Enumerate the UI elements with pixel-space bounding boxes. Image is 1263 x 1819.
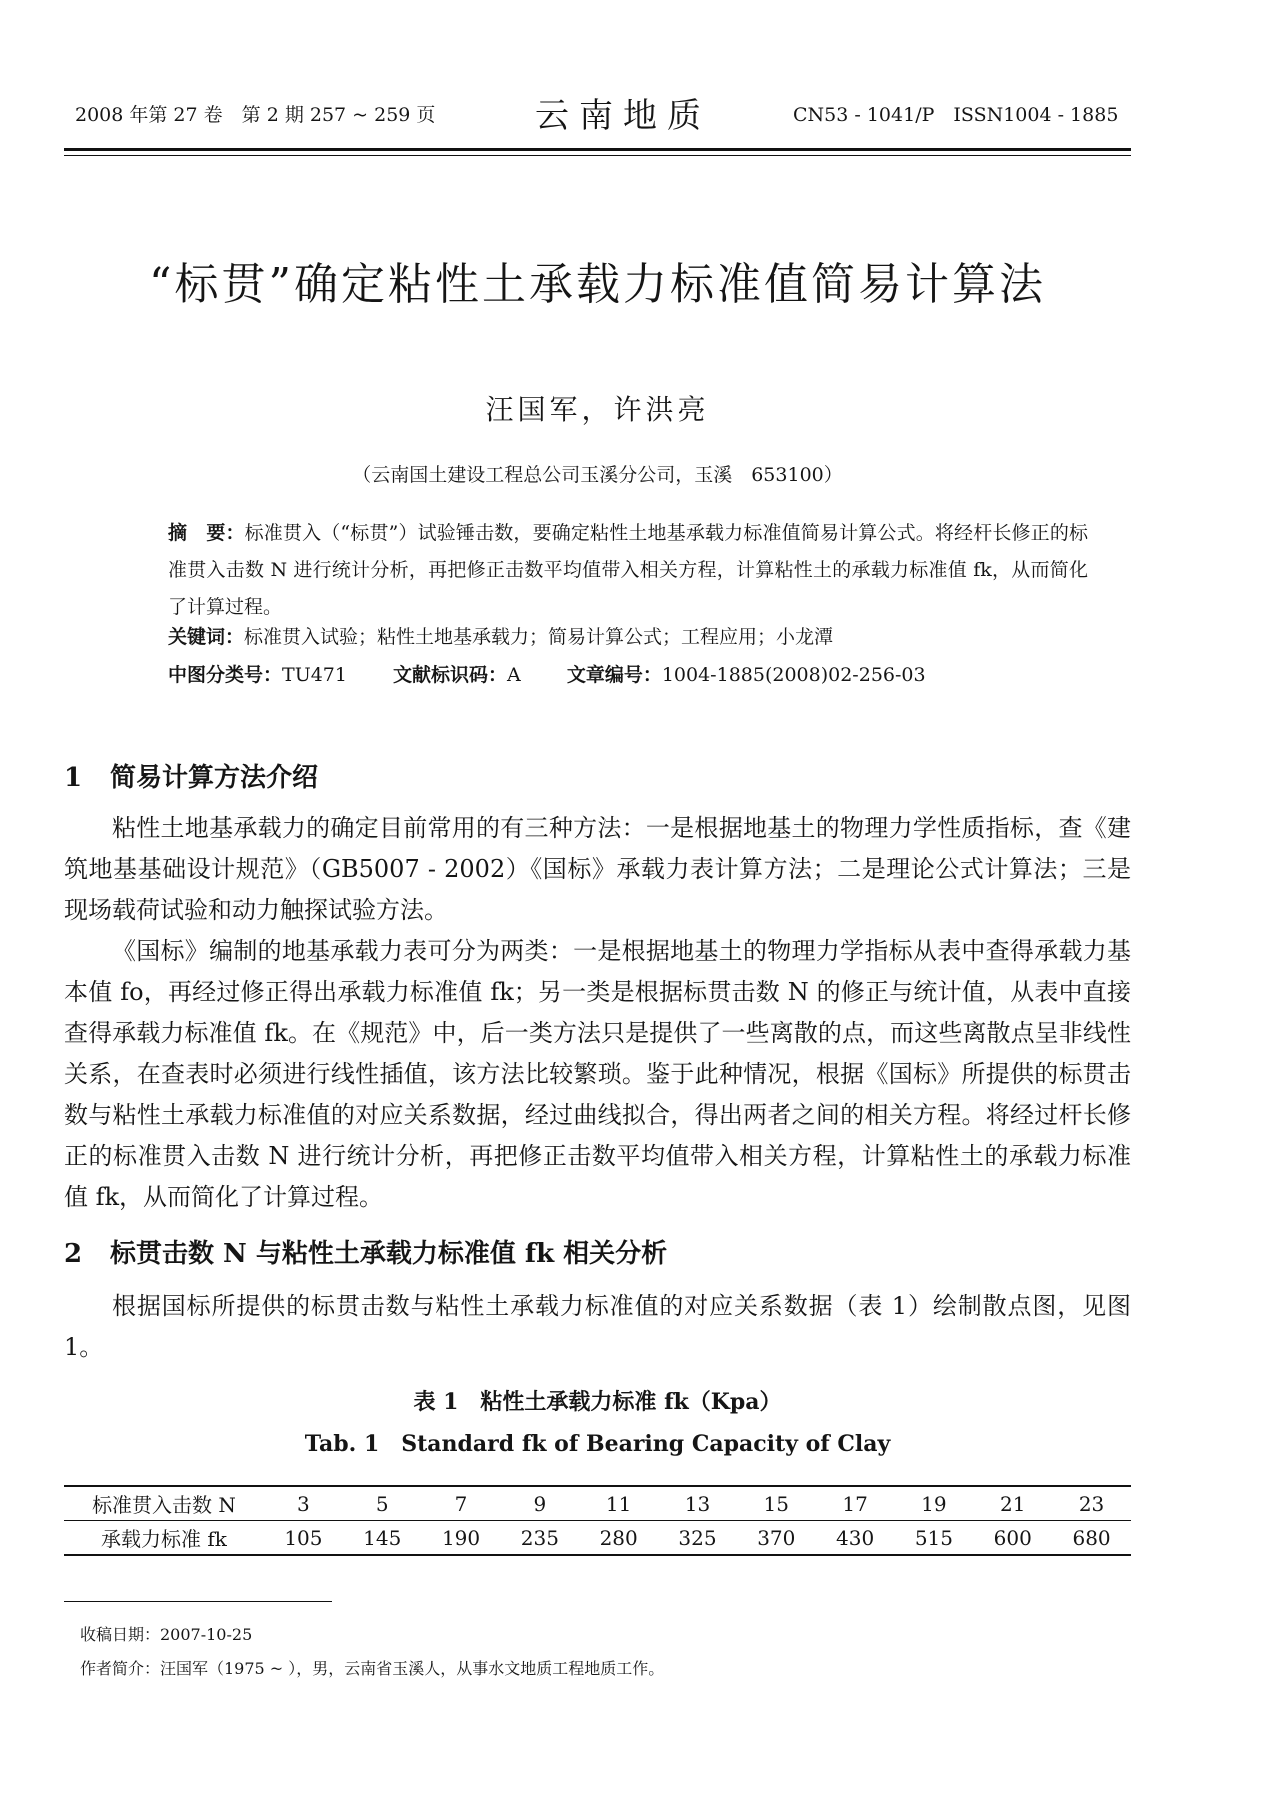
clc-value: TU471 <box>282 664 347 686</box>
article-label: 文章编号： <box>566 664 662 686</box>
table-row-blow-count <box>64 1486 1131 1521</box>
table-caption-en: Tab. 1 Standard fk of Bearing Capacity of Clay <box>304 1431 891 1457</box>
article-value: 1004-1885(2008)02-256-03 <box>661 664 926 686</box>
footnote-received-date: 收稿日期：2007-10-25 <box>80 1625 253 1644</box>
doc-value: A <box>507 664 521 686</box>
section-2-title: 标贯击数 N 与粘性土承载力标准值 fk 相关分析 <box>110 1239 668 1269</box>
running-header-issue: 2008 年第 27 卷 第 2 期 257 ~ 259 页 <box>75 104 436 126</box>
paragraph: 根据国标所提供的标贯击数与粘性土承载力标准值的对应关系数据（表 1）绘制散点图，见图 1。 <box>64 1292 1131 1361</box>
table-cell: 430 <box>816 1521 895 1556</box>
table-cell: 5 <box>343 1486 422 1521</box>
table-cell: 3 <box>264 1486 343 1521</box>
keywords-text: 标准贯入试验；粘性土地基承载力；简易计算公式；工程应用；小龙潭 <box>244 626 834 648</box>
data-table <box>64 1485 1131 1556</box>
table-cell: 235 <box>500 1521 579 1556</box>
abstract-label: 摘 要： <box>168 522 245 544</box>
table-cell: 11 <box>579 1486 658 1521</box>
table-cell: 145 <box>343 1521 422 1556</box>
paper-authors: 汪国军，许洪亮 <box>485 393 710 426</box>
table-cell: 13 <box>658 1486 737 1521</box>
section-1-heading <box>64 757 318 794</box>
header-rule-thin <box>64 155 1131 156</box>
section-1-title: 简易计算方法介绍 <box>110 763 319 793</box>
table-cell: 21 <box>973 1486 1052 1521</box>
running-header-journal: 云南地质 <box>535 96 711 136</box>
table-cell: 280 <box>579 1521 658 1556</box>
section-2-number: 2 <box>64 1239 83 1269</box>
section-1-number: 1 <box>64 763 83 793</box>
abstract <box>168 515 1088 626</box>
document-code <box>393 664 521 686</box>
table-cell: 190 <box>422 1521 501 1556</box>
keywords-label: 关键词： <box>168 626 245 648</box>
table-cell: 19 <box>895 1486 974 1521</box>
table-cell: 515 <box>895 1521 974 1556</box>
table-cell: 370 <box>737 1521 816 1556</box>
row-header: 承载力标准 fk <box>64 1521 264 1556</box>
doc-label: 文献标识码： <box>393 664 508 686</box>
paper-title: “标贯”确定粘性土承载力标准值简易计算法 <box>149 259 1046 310</box>
header-rule-thick <box>64 148 1131 151</box>
table-cell: 7 <box>422 1486 501 1521</box>
table-cell: 15 <box>737 1486 816 1521</box>
classification-line <box>168 660 966 687</box>
table-cell: 9 <box>500 1486 579 1521</box>
table-cell: 600 <box>973 1521 1052 1556</box>
paragraph: 《国标》编制的地基承载力表可分为两类：一是根据地基土的物理力学指标从表中查得承载力基本值 fo，再经过修正得出承载力标准值 fk；另一类是根据标贯击数 N 的修正与统计值，从表中直接查得承载力标准值 fk。在《规范》中，后一类方法只是提供了一些离散的点，而这些离散点呈非线性关系，在查表时必须进行线性插值，该方法比较繁琐。鉴于此种情况，根据《国标》所提供的标贯击数与粘性土承载力标准值的对应关系数据，经过曲线拟合，得出两者之间的相关方程。将经过杆长修正的标准贯入击数 N 进行统计分析，再把修正击数平均值带入相关方程，计算粘性土的承载力标准值 fk，从而简化了计算过程。 <box>64 937 1131 1211</box>
clc-label: 中图分类号： <box>168 664 283 686</box>
table-caption-cn: 表 1 粘性土承载力标准 fk（Kpa） <box>413 1389 782 1415</box>
table-cell: 105 <box>264 1521 343 1556</box>
table-cell: 23 <box>1052 1486 1131 1521</box>
table-cell: 680 <box>1052 1521 1131 1556</box>
table-cell: 325 <box>658 1521 737 1556</box>
footnote-rule <box>64 1601 332 1602</box>
table-row-bearing-capacity <box>64 1521 1131 1556</box>
section-2-body <box>64 1286 1131 1368</box>
section-2-heading <box>64 1233 667 1270</box>
section-1-body <box>64 808 1131 1218</box>
footnote-author-intro: 作者简介：汪国军（1975 ~ ），男，云南省玉溪人，从事水文地质工程地质工作。 <box>80 1659 665 1678</box>
paragraph: 粘性土地基承载力的确定目前常用的有三种方法：一是根据地基土的物理力学性质指标，查《建筑地基基础设计规范》（GB5007 - 2002）《国标》承载力表计算方法；二是理论公式计算法；三是现场载荷试验和动力触探试验方法。 <box>64 814 1131 924</box>
running-header-issn: CN53 - 1041/P ISSN1004 - 1885 <box>793 104 1119 126</box>
article-number <box>567 664 926 686</box>
author-affiliation: （云南国土建设工程总公司玉溪分公司，玉溪 653100） <box>352 464 843 486</box>
table-cell: 17 <box>816 1486 895 1521</box>
clc-number <box>168 664 347 686</box>
row-header: 标准贯入击数 N <box>64 1486 264 1521</box>
abstract-text: 标准贯入（“标贯”）试验锤击数，要确定粘性土地基承载力标准值简易计算公式。将经杆长修正的标准贯入击数 N 进行统计分析，再把修正击数平均值带入相关方程，计算粘性土的承载力标准值 fk，从而简化了计算过程。 <box>168 522 1088 618</box>
keywords <box>168 622 1088 649</box>
